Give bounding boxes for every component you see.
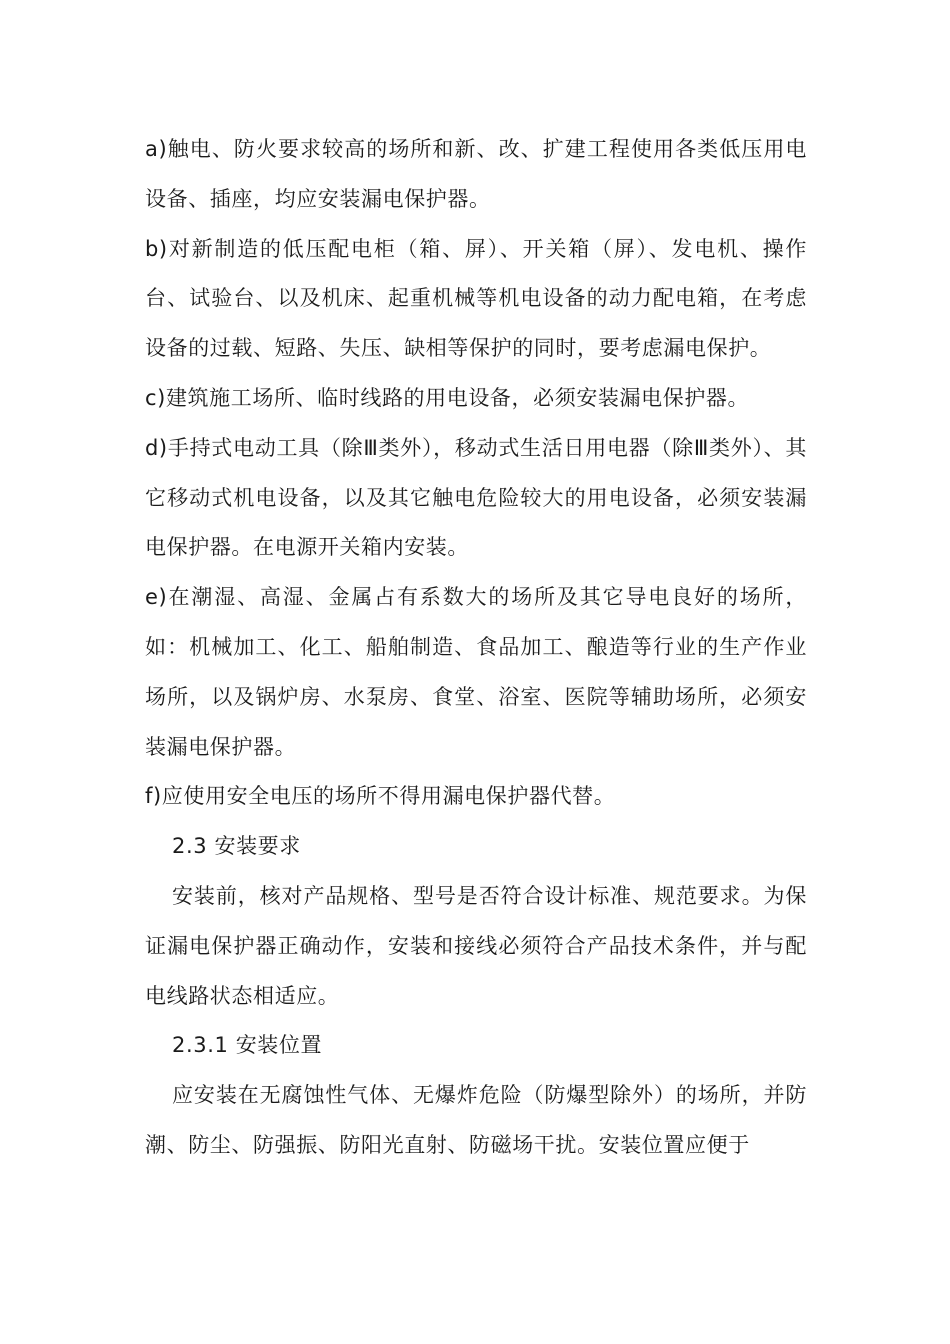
section-heading-2-3-1: 2.3.1 安装位置 — [172, 1033, 323, 1058]
list-item-e: e)在潮湿、高湿、金属占有系数大的场所及其它导电良好的场所，如：机械加工、化工、船舶制造、食品加工、酿造等行业的生产作业场所，以及锅炉房、水泵房、食堂、浴室、医院等辅助场所，必须安装漏电保护器。 — [145, 585, 807, 759]
list-item-c: c)建筑施工场所、临时线路的用电设备，必须安装漏电保护器。 — [145, 385, 750, 410]
list-item-a: a)触电、防火要求较高的场所和新、改、扩建工程使用各类低压用电设备、插座，均应安装漏电保护器。 — [145, 137, 807, 211]
document-body — [145, 125, 807, 1171]
list-item-d: d)手持式电动工具（除Ⅲ类外），移动式生活日用电器（除Ⅲ类外）、其它移动式机电设备，以及其它触电危险较大的用电设备，必须安装漏电保护器。在电源开关箱内安装。 — [145, 435, 807, 560]
section-heading-2-3: 2.3 安装要求 — [172, 834, 301, 859]
section-body-2-3: 安装前，核对产品规格、型号是否符合设计标准、规范要求。为保证漏电保护器正确动作，安装和接线必须符合产品技术条件，并与配电线路状态相适应。 — [145, 883, 807, 1008]
list-item-f: f)应使用安全电压的场所不得用漏电保护器代替。 — [145, 784, 616, 809]
section-body-2-3-1: 应安装在无腐蚀性气体、无爆炸危险（防爆型除外）的场所，并防潮、防尘、防强振、防阳光直射、防磁场干扰。安装位置应便于 — [145, 1083, 807, 1157]
list-item-b: b)对新制造的低压配电柜（箱、屏）、开关箱（屏）、发电机、操作台、试验台、以及机床、起重机械等机电设备的动力配电箱，在考虑设备的过载、短路、失压、缺相等保护的同时，要考虑漏电保护。 — [145, 236, 807, 361]
